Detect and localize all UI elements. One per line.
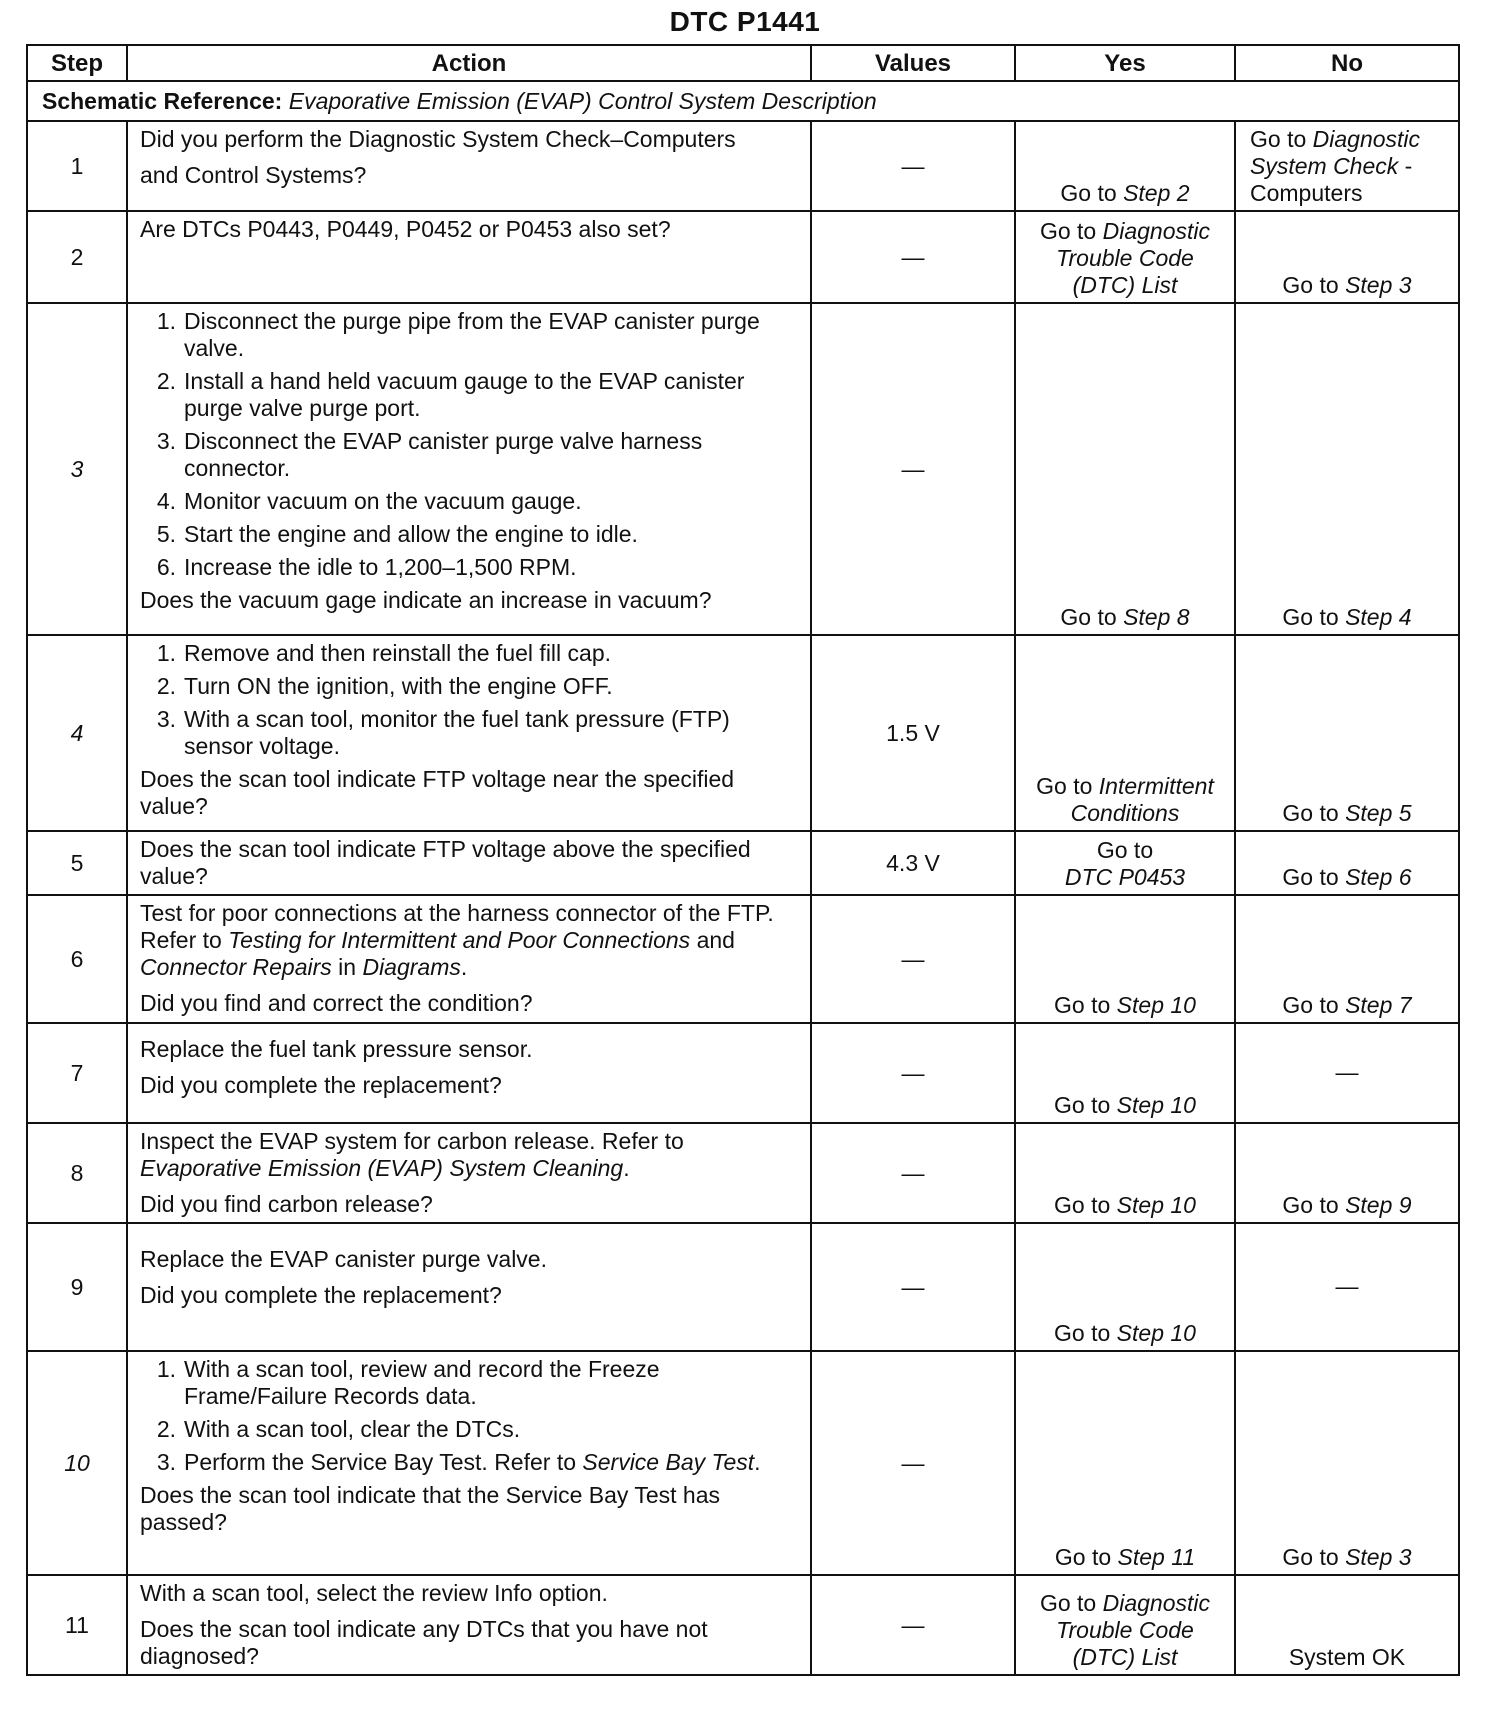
table-row [27, 121, 1459, 211]
action-text: Does the scan tool indicate FTP voltage above the specified value? [140, 836, 751, 889]
table-row [27, 1123, 1459, 1223]
table-row [27, 895, 1459, 1023]
yes-link[interactable]: Step 10 [1116, 992, 1196, 1018]
action-question: Did you complete the replacement? [140, 1282, 502, 1308]
table-row [27, 303, 1459, 635]
yes-text: Go to [1054, 992, 1117, 1018]
action-text: Replace the EVAP canister purge valve. [140, 1246, 547, 1272]
action-cell [127, 303, 811, 635]
yes-cell [1015, 1123, 1235, 1223]
action-cell [127, 1223, 811, 1351]
list-item: 3. Disconnect the EVAP canister purge valve harness connector. [156, 428, 703, 481]
yes-link[interactable]: Diagnostic Trouble Code (DTC) List [1056, 218, 1211, 298]
action-cell [127, 635, 811, 831]
action-question: Did you complete the replacement? [140, 1072, 502, 1098]
no-cell [1235, 635, 1459, 831]
table-row [27, 1223, 1459, 1351]
no-cell: System OK [1235, 1575, 1459, 1675]
header-values: Values [811, 45, 1015, 81]
yes-text: Go to [1039, 1590, 1103, 1616]
table-row [27, 211, 1459, 303]
action-question: Does the scan tool indicate that the Service Bay Test has passed? [140, 1482, 721, 1535]
reference-link[interactable]: Connector Repairs [140, 954, 332, 980]
reference-link[interactable]: Evaporative Emission (EVAP) System Cleaning [140, 1155, 624, 1181]
no-link[interactable]: Step 5 [1345, 800, 1412, 826]
list-item: 2. With a scan tool, clear the DTCs. [156, 1416, 521, 1442]
yes-cell [1015, 1023, 1235, 1123]
action-text: With a scan tool, select the review Info option. [140, 1580, 608, 1606]
yes-text: Go to [1054, 1544, 1118, 1570]
yes-cell [1015, 1351, 1235, 1575]
list-item: 1. Remove and then reinstall the fuel fill cap. [156, 640, 612, 666]
action-cell [127, 1351, 811, 1575]
yes-link[interactable]: Step 8 [1123, 604, 1190, 630]
value-cell: 1.5 V [811, 635, 1015, 831]
no-text: Go to [1282, 1192, 1346, 1218]
table-row [27, 1575, 1459, 1675]
no-cell [1235, 121, 1459, 211]
page-title: DTC P1441 [669, 6, 821, 37]
no-link[interactable]: Step 3 [1345, 272, 1412, 298]
step-number: 10 [27, 1351, 127, 1575]
action-question: Does the vacuum gage indicate an increase in vacuum? [140, 587, 712, 613]
value-cell: — [811, 1223, 1015, 1351]
no-cell: — [1235, 1223, 1459, 1351]
table-row [27, 635, 1459, 831]
table-row [27, 831, 1459, 895]
yes-text: Go to [1054, 1092, 1117, 1118]
no-cell [1235, 1351, 1459, 1575]
action-text: Did you perform the Diagnostic System Check–Computers [140, 126, 736, 152]
value-cell: — [811, 303, 1015, 635]
list-item: 2. Install a hand held vacuum gauge to the EVAP canister purge valve purge port. [156, 368, 745, 421]
action-cell [127, 211, 811, 303]
schematic-link[interactable]: Evaporative Emission (EVAP) Control System Description [288, 87, 877, 114]
list-item: 1. Disconnect the purge pipe from the EVAP canister purge valve. [156, 308, 760, 361]
action-text: Inspect the EVAP system for carbon release. Refer to Evaporative Emission (EVAP) System Cleaning. [140, 1128, 684, 1181]
yes-text: Go to [1060, 180, 1124, 206]
header-step: Step [27, 45, 127, 81]
value-cell: — [811, 211, 1015, 303]
yes-link[interactable]: Step 2 [1123, 180, 1190, 206]
yes-link[interactable]: Intermittent Conditions [1070, 773, 1214, 826]
step-number: 1 [27, 121, 127, 211]
no-text: Go to [1282, 800, 1346, 826]
yes-link[interactable]: Step 10 [1116, 1320, 1196, 1346]
yes-link[interactable]: DTC P0453 [1064, 864, 1186, 890]
list-item: 4. Monitor vacuum on the vacuum gauge. [156, 488, 582, 514]
step-number: 2 [27, 211, 127, 303]
schematic-reference [27, 81, 1459, 121]
value-cell: 4.3 V [811, 831, 1015, 895]
list-item: 2. Turn ON the ignition, with the engine OFF. [156, 673, 613, 699]
value-cell: — [811, 1023, 1015, 1123]
no-text: Go to [1282, 864, 1346, 890]
action-cell [127, 895, 811, 1023]
yes-cell [1015, 1575, 1235, 1675]
value-cell: — [811, 1351, 1015, 1575]
no-cell [1235, 895, 1459, 1023]
no-text: Go to [1282, 992, 1346, 1018]
step-number: 3 [27, 303, 127, 635]
action-question: Did you find and correct the condition? [140, 990, 533, 1016]
step-number: 11 [27, 1575, 127, 1675]
no-link[interactable]: Step 4 [1345, 604, 1412, 630]
table-row [27, 1023, 1459, 1123]
value-cell: — [811, 1123, 1015, 1223]
step-number: 9 [27, 1223, 127, 1351]
list-item: 3. With a scan tool, monitor the fuel tank pressure (FTP) sensor voltage. [156, 706, 730, 759]
no-text: Go to [1250, 126, 1313, 152]
no-link[interactable]: Step 6 [1345, 864, 1412, 890]
schematic-row [27, 81, 1459, 121]
action-question: Did you find carbon release? [140, 1191, 433, 1217]
no-link[interactable]: Step 3 [1345, 1544, 1412, 1570]
no-text-suffix: - Computers [1250, 153, 1413, 206]
no-text: Go to [1282, 272, 1346, 298]
yes-cell [1015, 895, 1235, 1023]
action-text: Are DTCs P0443, P0449, P0452 or P0453 also set? [140, 216, 671, 242]
reference-link[interactable]: Diagrams [362, 954, 461, 980]
yes-link[interactable]: Step 10 [1116, 1192, 1196, 1218]
step-number: 5 [27, 831, 127, 895]
value-cell: — [811, 895, 1015, 1023]
yes-text: Go to [1054, 1192, 1117, 1218]
yes-cell [1015, 1223, 1235, 1351]
no-link[interactable]: Diagnostic System Check [1250, 126, 1421, 179]
table-row [27, 1351, 1459, 1575]
action-cell [127, 1575, 811, 1675]
list-item: 6. Increase the idle to 1,200–1,500 RPM. [156, 554, 577, 580]
yes-cell [1015, 635, 1235, 831]
yes-cell [1015, 831, 1235, 895]
action-text: and Control Systems? [140, 162, 367, 188]
no-text: Go to [1282, 1544, 1346, 1570]
yes-text: Go to [1036, 773, 1099, 799]
step-number: 7 [27, 1023, 127, 1123]
action-cell [127, 831, 811, 895]
yes-link[interactable]: Step 11 [1117, 1544, 1196, 1570]
header-no: No [1235, 45, 1459, 81]
yes-text: Go to [1039, 218, 1103, 244]
yes-link[interactable]: Step 10 [1116, 1092, 1196, 1118]
no-link[interactable]: Step 7 [1345, 992, 1412, 1018]
yes-cell [1015, 121, 1235, 211]
value-cell: — [811, 1575, 1015, 1675]
reference-link[interactable]: Testing for Intermittent and Poor Connections [228, 927, 691, 953]
header-row [27, 45, 1459, 81]
no-text: Go to [1282, 604, 1346, 630]
step-number: 8 [27, 1123, 127, 1223]
action-text: Test for poor connections at the harness connector of the FTP. Refer to Testing for Intermittent and Poor Connections and Connector Repairs in Diagrams. [140, 900, 774, 980]
diagnostic-table [26, 44, 1460, 1676]
action-text: Replace the fuel tank pressure sensor. [140, 1036, 533, 1062]
no-cell [1235, 211, 1459, 303]
step-number: 4 [27, 635, 127, 831]
no-cell: — [1235, 1023, 1459, 1123]
list-item: 1. With a scan tool, review and record the Freeze Frame/Failure Records data. [156, 1356, 660, 1409]
yes-text: Go to [1096, 837, 1154, 863]
no-link[interactable]: Step 9 [1345, 1192, 1412, 1218]
action-cell [127, 1023, 811, 1123]
list-item: 5. Start the engine and allow the engine to idle. [156, 521, 638, 547]
header-yes: Yes [1015, 45, 1235, 81]
step-number: 6 [27, 895, 127, 1023]
yes-link[interactable]: Diagnostic Trouble Code (DTC) List [1056, 1590, 1211, 1670]
schematic-label: Schematic Reference: [42, 87, 283, 114]
action-cell [127, 1123, 811, 1223]
action-cell [127, 121, 811, 211]
header-action: Action [127, 45, 811, 81]
reference-link[interactable]: Service Bay Test [582, 1449, 755, 1475]
no-cell [1235, 303, 1459, 635]
list-item: 3. Perform the Service Bay Test. Refer to Service Bay Test. [156, 1449, 761, 1475]
action-question: Does the scan tool indicate any DTCs that you have not diagnosed? [140, 1616, 708, 1669]
yes-text: Go to [1060, 604, 1124, 630]
no-cell [1235, 831, 1459, 895]
no-cell [1235, 1123, 1459, 1223]
yes-cell [1015, 211, 1235, 303]
yes-cell [1015, 303, 1235, 635]
yes-text: Go to [1054, 1320, 1117, 1346]
action-question: Does the scan tool indicate FTP voltage near the specified value? [140, 766, 735, 819]
value-cell: — [811, 121, 1015, 211]
